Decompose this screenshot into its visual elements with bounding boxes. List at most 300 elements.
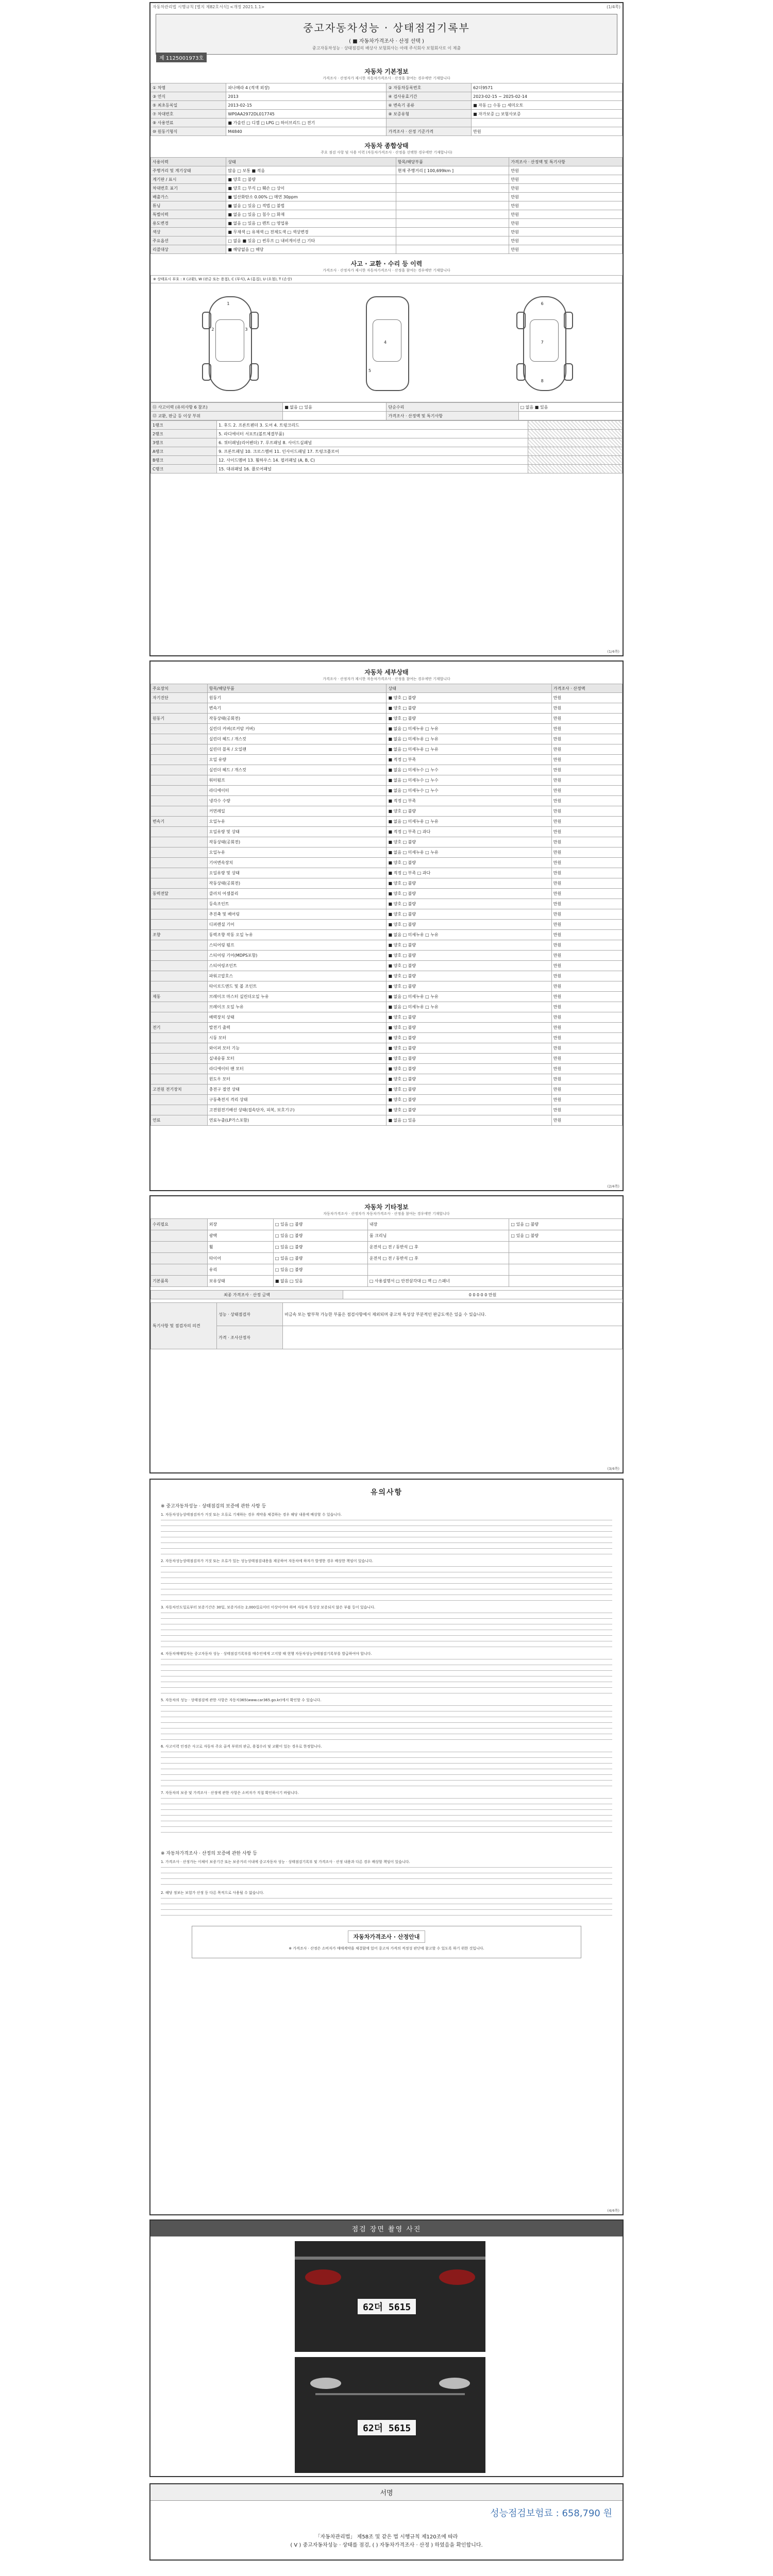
notice-page xyxy=(149,1479,624,2215)
row-cell xyxy=(396,184,509,193)
row-cell: ■ 적정 □ 부족 xyxy=(386,796,551,806)
field-label: ⑥ 변속기 종류 xyxy=(386,101,472,110)
device-label xyxy=(151,1064,208,1074)
notice-heading-1: ※ 중고자동차성능 · 상태점검의 보증에 관한 사항 등 xyxy=(161,1504,266,1509)
row-cell xyxy=(396,193,509,201)
panel-number: 7 xyxy=(541,340,544,345)
device-label xyxy=(151,1095,208,1105)
license-plate: 62더 5615 xyxy=(357,2419,417,2436)
table-row xyxy=(151,1023,623,1033)
row-cell: 디퍼렌셜 기어 xyxy=(207,920,386,930)
table-row xyxy=(151,1043,623,1054)
accident-legend: ※ 상태표시 부호 : X (교환), W (판금 또는 용접), C (부식), A (흠집), U (요철), T (손상) xyxy=(150,275,623,283)
device-label xyxy=(151,1043,208,1054)
row-cell: 오일유량 및 상태 xyxy=(207,868,386,878)
row-cell xyxy=(396,245,509,254)
row-cell: 시동 모터 xyxy=(207,1033,386,1043)
row-label: 주요옵션 xyxy=(151,236,226,245)
title-box xyxy=(156,14,617,61)
row-cell: 고전원전기배선 상태(접속단자, 피복, 보호기구) xyxy=(207,1105,386,1115)
field-label: 가격조사 · 산정 기준가격 xyxy=(386,127,472,136)
field-value: ■ 가솔린 □ 디젤 □ LPG □ 하이브리드 □ 전기 xyxy=(226,118,386,127)
panel-number: 1 xyxy=(227,301,230,306)
table-row xyxy=(151,412,623,420)
row-cell: ■ 없음 □ 있음 □ 렌트 □ 영업용 xyxy=(226,219,396,228)
row-label xyxy=(151,1253,208,1264)
row-cell: 만원 xyxy=(551,744,622,755)
car-front-view xyxy=(196,291,263,394)
car-rear-view xyxy=(510,291,577,394)
row-cell: ■ 양호 □ 불량 xyxy=(386,693,551,703)
field-value: 2013 xyxy=(226,92,386,101)
car-diagram xyxy=(150,283,623,402)
row-cell: ■ 양호 □ 불량 xyxy=(386,981,551,992)
table-row xyxy=(151,765,623,775)
row-cell xyxy=(509,1242,623,1253)
column-header: 상태 xyxy=(226,158,396,166)
table-row xyxy=(151,848,623,858)
table-row xyxy=(151,724,623,734)
row-cell: 만원 xyxy=(551,971,622,981)
table-row xyxy=(151,755,623,765)
table-row xyxy=(151,127,623,136)
row-cell: 만원 xyxy=(551,1043,622,1054)
table-row xyxy=(151,817,623,827)
table-row xyxy=(151,1105,623,1115)
column-header: 가격조사 · 산정액 xyxy=(551,684,622,693)
basic-info-title: 자동차 기본정보 xyxy=(364,68,409,75)
table-row xyxy=(151,184,623,193)
device-label xyxy=(151,1002,208,1012)
device-label: 변속기 xyxy=(151,817,208,827)
rank-label: B랭크 xyxy=(151,456,217,465)
row-cell: ■ 없음 □ 미세누수 □ 누수 xyxy=(386,786,551,796)
table-row xyxy=(151,744,623,755)
table-row xyxy=(151,1264,623,1276)
table-row xyxy=(151,858,623,868)
device-label xyxy=(151,1074,208,1084)
table-row xyxy=(151,920,623,930)
row-cell: 스티어링 기어(MDPS포함) xyxy=(207,951,386,961)
row-cell: ■ 양호 □ 불량 xyxy=(386,1043,551,1054)
panel-number: 2 xyxy=(211,327,214,332)
field-label: ④ 검사유효기간 xyxy=(386,92,472,101)
row-cell: 오일 유량 xyxy=(207,755,386,765)
row-cell: 운전석 □ 전 / 동반석 □ 후 xyxy=(367,1242,509,1253)
row-cell: 만원 xyxy=(551,1023,622,1033)
device-label: 원동기 xyxy=(151,714,208,724)
column-header: 상태 xyxy=(386,684,551,693)
device-label xyxy=(151,837,208,848)
field-label: ⑩ 원동기형식 xyxy=(151,127,226,136)
table-row xyxy=(151,92,623,101)
row-cell: □ 있음 □ 불량 xyxy=(273,1253,367,1264)
row-cell: ■ 없음 □ 있음 □ 적법 □ 불법 xyxy=(226,201,396,210)
row-cell xyxy=(283,412,386,420)
row-cell: 작동상태(공회전) xyxy=(207,714,386,724)
table-row xyxy=(151,786,623,796)
row-cell xyxy=(509,1253,623,1264)
row-cell: ■ 양호 □ 불량 xyxy=(386,1033,551,1043)
row-cell: 등속조인트 xyxy=(207,899,386,909)
row-cell: ■ 양호 □ 불량 xyxy=(386,899,551,909)
device-label xyxy=(151,806,208,817)
table-row xyxy=(151,1002,623,1012)
row-label: 차대번호 표기 xyxy=(151,184,226,193)
column-header: 주요장치 xyxy=(151,684,208,693)
table-row xyxy=(151,403,623,412)
table-row xyxy=(151,837,623,848)
rank-parts: 1. 후드 2. 프론트펜더 3. 도어 4. 트렁크리드 xyxy=(217,421,528,430)
row-label: 특별이력 xyxy=(151,210,226,219)
rank-parts: 9. 프론트패널 10. 크로스멤버 11. 인사이드패널 17. 트렁크플로어 xyxy=(217,447,528,456)
table-row xyxy=(151,175,623,184)
row-cell: 라디에이터 xyxy=(207,786,386,796)
field-value: 62더9571 xyxy=(472,83,623,92)
device-label: 제동 xyxy=(151,992,208,1002)
column-header: 가격조사 · 산정액 및 특기사항 xyxy=(509,158,623,166)
row-cell: □ 사용설명서 □ 안전삼각대 □ 잭 □ 스패너 xyxy=(367,1276,509,1287)
notice-item: 4. 자동차매매업자는 중고자동차 성능 · 상태점검기록부를 매수인에게 고지할 때 현행 자동차성능상태점검기록부를 발급하여야 합니다. xyxy=(161,1652,372,1656)
row-cell: 만원 xyxy=(509,210,623,219)
table-row xyxy=(151,961,623,971)
row-cell: □ 없음 ■ 있음 xyxy=(518,403,622,412)
callout-title: 자동차가격조사 · 산정안내 xyxy=(348,1930,426,1943)
row-cell: ■ 양호 □ 불량 xyxy=(386,951,551,961)
row-label: 단순수리 xyxy=(386,403,518,412)
document-title: 중고자동차성능 · 상태점검기록부 xyxy=(303,22,470,34)
row-cell: 만원 xyxy=(551,1105,622,1115)
row-cell: 오일누유 xyxy=(207,848,386,858)
row-cell: ■ 없음 □ 있음 □ 침수 □ 화재 xyxy=(226,210,396,219)
device-label xyxy=(151,1054,208,1064)
table-row xyxy=(151,1276,623,1287)
rank-note xyxy=(528,430,622,438)
row-cell: 만원 xyxy=(551,981,622,992)
row-cell: 만원 xyxy=(551,858,622,868)
row-cell: 외장 xyxy=(207,1219,273,1230)
page-number: (3/4쪽) xyxy=(607,1467,619,1471)
table-row xyxy=(151,1084,623,1095)
field-value xyxy=(472,118,623,127)
row-cell: 유리 xyxy=(207,1264,273,1276)
row-cell: □ 없음 ■ 있음 □ 썬루프 □ 내비게이션 □ 기타 xyxy=(226,236,396,245)
table-row xyxy=(151,101,623,110)
row-cell: 만원 xyxy=(509,245,623,254)
row-cell: 와이퍼 모터 기능 xyxy=(207,1043,386,1054)
table-row xyxy=(151,981,623,992)
text-lines xyxy=(161,1705,612,1741)
panel-number: 6 xyxy=(541,301,544,306)
row-cell: 만원 xyxy=(551,961,622,971)
row-cell: 오일유량 및 상태 xyxy=(207,827,386,837)
table-row xyxy=(151,703,623,714)
table-row xyxy=(151,1012,623,1023)
row-cell: 만원 xyxy=(551,878,622,889)
inspection-photo-front xyxy=(295,2357,485,2473)
notice-heading-2: ※ 자동차가격조사 · 산정의 보증에 관한 사항 등 xyxy=(161,1851,257,1856)
page-number: (2/4쪽) xyxy=(607,1184,619,1189)
rank-note xyxy=(528,465,622,473)
device-label: 전기 xyxy=(151,1023,208,1033)
accident-title: 사고 · 교환 · 수리 등 이력 xyxy=(350,260,423,267)
rank-row xyxy=(151,430,623,438)
table-row xyxy=(151,827,623,837)
row-cell: 만원 xyxy=(551,1115,622,1126)
row-cell xyxy=(509,1276,623,1287)
device-label xyxy=(151,796,208,806)
device-label: 연료 xyxy=(151,1115,208,1126)
row-cell: 만원 xyxy=(551,1033,622,1043)
device-label xyxy=(151,765,208,775)
notice-title: 유의사항 xyxy=(370,1488,403,1497)
row-cell: 워터펌프 xyxy=(207,775,386,786)
device-label xyxy=(151,878,208,889)
other-title: 자동차 기타정보 xyxy=(364,1204,409,1211)
device-label xyxy=(151,971,208,981)
notice-item: 3. 자동차인도일로부터 보증기간은 30일, 보증거리는 2,000킬로미터 이상이어야 하며 자동차 특성상 보증되지 않은 부품 등이 있습니다. xyxy=(161,1605,376,1609)
document-number: 제 1125001973호 xyxy=(156,53,207,62)
column-header: 사용이력 xyxy=(151,158,226,166)
row-label: 색상 xyxy=(151,228,226,236)
rank-row xyxy=(151,465,623,473)
row-cell: 실린더 헤드 / 개스킷 xyxy=(207,734,386,744)
rank-row xyxy=(151,447,623,456)
panel-number: 5 xyxy=(368,368,372,373)
row-cell: 만원 xyxy=(551,1064,622,1074)
panel-number: 3 xyxy=(245,327,248,332)
row-cell: 만원 xyxy=(551,992,622,1002)
row-cell: 브레이크 마스터 실린더오일 누유 xyxy=(207,992,386,1002)
field-value: WP0AA2972DL017745 xyxy=(226,110,386,118)
table-row xyxy=(151,118,623,127)
table-row xyxy=(151,1230,623,1242)
device-label xyxy=(151,868,208,878)
device-label xyxy=(151,899,208,909)
row-cell: 만원 xyxy=(551,940,622,951)
row-cell: ■ 양호 □ 불량 xyxy=(386,1064,551,1074)
photo-section-title: 점검 장면 촬영 사진 xyxy=(150,2221,623,2236)
table-row xyxy=(151,1115,623,1126)
row-cell: 만원 xyxy=(551,1012,622,1023)
total-label: 최종 가격조사 · 산정 금액 xyxy=(151,1291,343,1299)
table-row xyxy=(151,1054,623,1064)
row-cell: 만원 xyxy=(551,703,622,714)
table-row xyxy=(151,714,623,724)
device-label xyxy=(151,755,208,765)
row-cell xyxy=(396,210,509,219)
row-cell: ■ 양호 □ 불량 xyxy=(386,1074,551,1084)
row-cell: 클러치 어셈블리 xyxy=(207,889,386,899)
row-cell: 만원 xyxy=(551,775,622,786)
row-cell: 냉각수 수량 xyxy=(207,796,386,806)
rank-note xyxy=(528,456,622,465)
text-lines xyxy=(161,1659,612,1695)
overall-title: 자동차 종합상태 xyxy=(364,142,409,149)
row-label: 배출가스 xyxy=(151,193,226,201)
page-number: (1/4쪽) xyxy=(607,650,619,654)
row-cell xyxy=(509,1264,623,1276)
detail-subtitle: 가격조사 · 산정자가 제시한 자동차가격조사 · 산정을 참여는 경우에만 기재합니다 xyxy=(323,677,450,681)
rank-note xyxy=(528,447,622,456)
accident-table xyxy=(150,402,623,420)
row-cell: ■ 양호 □ 불량 xyxy=(386,878,551,889)
rank-table xyxy=(150,420,623,473)
signature-section xyxy=(149,2483,624,2561)
row-cell: 추진축 및 베어링 xyxy=(207,909,386,920)
table-row xyxy=(151,868,623,878)
document-subtitle: ( ■ 자동차가격조사 · 산정 선택 ) xyxy=(349,39,424,44)
row-label: ⑫ 교환, 판금 등 이상 부위 xyxy=(151,412,283,420)
table-row xyxy=(151,236,623,245)
device-label xyxy=(151,1105,208,1115)
panel-number: 4 xyxy=(383,340,387,345)
row-cell: 만원 xyxy=(509,193,623,201)
rank-label: 3랭크 xyxy=(151,438,217,447)
row-cell: ■ 없음 □ 미세누유 □ 누유 xyxy=(386,724,551,734)
total-table xyxy=(150,1290,623,1299)
row-cell: 현재 주행거리 [ 100,699km ] xyxy=(396,166,509,175)
appraisal-callout xyxy=(192,1926,581,1958)
text-lines xyxy=(161,1520,612,1556)
text-lines xyxy=(161,1752,612,1788)
table-row xyxy=(151,909,623,920)
rank-label: C랭크 xyxy=(151,465,217,473)
table-row xyxy=(151,992,623,1002)
row-cell: ■ 양호 □ 불량 xyxy=(386,806,551,817)
accident-subtitle: 가격조사 · 산정자가 제시한 자동차가격조사 · 산정을 참여는 경우에만 기재합니다 xyxy=(323,268,450,273)
row-cell: ■ 적정 □ 부족 □ 과다 xyxy=(386,827,551,837)
device-label xyxy=(151,940,208,951)
row-cell xyxy=(396,175,509,184)
row-cell: 작동상태(공회전) xyxy=(207,878,386,889)
field-label: ⑦ 차대번호 xyxy=(151,110,226,118)
table-row xyxy=(151,940,623,951)
table-row xyxy=(151,796,623,806)
overall-subtitle: 주요 점검 사항 및 사용 이력 (자동차가격조사 · 산정을 선택한 경우에만 기재합니다) xyxy=(321,150,452,155)
row-label: ⑪ 사고이력 (유의사항 6 참조) xyxy=(151,403,283,412)
row-cell: ■ 없음 □ 미세누유 □ 누유 xyxy=(386,734,551,744)
device-label: 고전원 전기장치 xyxy=(151,1084,208,1095)
row-cell: 만원 xyxy=(551,786,622,796)
notice-item: 7. 자동차의 보증 및 가격조사 · 산정에 관한 사항은 소비자가 직접 확인하시기 바랍니다. xyxy=(161,1791,299,1795)
row-cell: 원동기 xyxy=(207,693,386,703)
notes-table xyxy=(150,1302,623,1349)
row-cell: 만원 xyxy=(551,868,622,878)
device-label xyxy=(151,724,208,734)
row-cell: 스티어링 펌프 xyxy=(207,940,386,951)
record-sheet-page-1 xyxy=(149,2,624,656)
row-cell: ■ 양호 □ 불량 xyxy=(386,714,551,724)
row-cell: 만원 xyxy=(551,930,622,940)
row-cell: 내장 xyxy=(367,1219,509,1230)
row-cell: 만원 xyxy=(509,236,623,245)
row-cell: ■ 없음 □ 미세누유 □ 누유 xyxy=(386,744,551,755)
table-row xyxy=(151,201,623,210)
basic-info-table xyxy=(150,83,623,136)
row-cell: 만원 xyxy=(551,765,622,775)
row-cell: ■ 없음 □ 있음 xyxy=(283,403,386,412)
field-label xyxy=(386,118,472,127)
row-cell: 룸 크리닝 xyxy=(367,1230,509,1242)
row-cell: 실린더 블록 / 오일팬 xyxy=(207,744,386,755)
row-cell: 보유상태 xyxy=(207,1276,273,1287)
device-label: 조향 xyxy=(151,930,208,940)
row-cell: ■ 없음 □ 있음 xyxy=(273,1276,367,1287)
row-cell: 타이로드엔드 및 볼 조인트 xyxy=(207,981,386,992)
row-cell: ■ 양호 □ 불량 xyxy=(386,837,551,848)
row-cell: ■ 양호 □ 불량 xyxy=(386,940,551,951)
rank-parts: 15. 대쉬패널 16. 플로어패널 xyxy=(217,465,528,473)
row-label xyxy=(151,1264,208,1276)
row-cell: 오일누유 xyxy=(207,817,386,827)
device-label xyxy=(151,827,208,837)
table-row xyxy=(151,193,623,201)
field-label: ⑤ 최초등록일 xyxy=(151,101,226,110)
row-cell: 많음 □ 보통 ■ 적음 xyxy=(226,166,396,175)
column-header: 항목/해당부품 xyxy=(396,158,509,166)
device-label xyxy=(151,981,208,992)
row-cell: ■ 양호 □ 부식 □ 훼손 □ 상이 xyxy=(226,184,396,193)
row-label: 주행거리 및 계기상태 xyxy=(151,166,226,175)
table-row xyxy=(151,734,623,744)
field-value: 2023-02-15 ~ 2025-02-14 xyxy=(472,92,623,101)
row-cell: 만원 xyxy=(509,175,623,184)
row-cell xyxy=(518,412,622,420)
rank-row xyxy=(151,456,623,465)
row-cell: 타이어 xyxy=(207,1253,273,1264)
row-cell: 운전석 □ 전 / 동반석 □ 후 xyxy=(367,1253,509,1264)
row-cell: 기어변속장치 xyxy=(207,858,386,868)
row-cell: 배력장치 상태 xyxy=(207,1012,386,1023)
license-plate: 62더 5615 xyxy=(357,2298,417,2315)
table-row xyxy=(151,971,623,981)
row-cell: 만원 xyxy=(551,848,622,858)
device-label xyxy=(151,734,208,744)
record-sheet-page-2 xyxy=(149,660,624,1191)
text-lines xyxy=(161,1798,612,1834)
row-cell: □ 있음 □ 불량 xyxy=(273,1219,367,1230)
row-cell: ■ 양호 □ 불량 xyxy=(386,1023,551,1033)
notice-item: 2. 자동차성능상태점검자가 거짓 또는 오류가 있는 성능상태점검내용을 제공하여 자동차에 하자가 발생한 경우 배상한 책임이 있습니다. xyxy=(161,1559,373,1563)
row-label: 튜닝 xyxy=(151,201,226,210)
row-cell: 만원 xyxy=(551,1095,622,1105)
table-row xyxy=(151,1219,623,1230)
row-cell: ■ 양호 □ 불량 xyxy=(386,961,551,971)
row-cell: 광택 xyxy=(207,1230,273,1242)
row-cell: ■ 양호 □ 불량 xyxy=(386,703,551,714)
row-cell: ■ 없음 □ 미세누유 □ 누유 xyxy=(386,930,551,940)
device-label xyxy=(151,775,208,786)
row-label xyxy=(151,1230,208,1242)
notes-text: 비금속 또는 탈부착 가능한 부품은 점검사항에서 제외되며 중고차 특성상 부분적인 판금도색은 있을 수 있습니다. xyxy=(283,1303,623,1326)
row-cell: 만원 xyxy=(551,806,622,817)
table-row xyxy=(151,899,623,909)
field-value: ■ 자동 □ 수동 □ 세미오토 xyxy=(472,101,623,110)
device-label xyxy=(151,909,208,920)
row-cell xyxy=(396,228,509,236)
device-label xyxy=(151,744,208,755)
row-cell: 만원 xyxy=(551,1054,622,1064)
table-row xyxy=(151,1253,623,1264)
row-label: 기본품목 xyxy=(151,1276,208,1287)
device-label xyxy=(151,961,208,971)
row-cell: 만원 xyxy=(509,166,623,175)
table-row xyxy=(151,83,623,92)
row-cell: ■ 없음 □ 미세누유 □ 누유 xyxy=(386,848,551,858)
field-value: 2013-02-15 xyxy=(226,101,386,110)
rank-note xyxy=(528,438,622,447)
